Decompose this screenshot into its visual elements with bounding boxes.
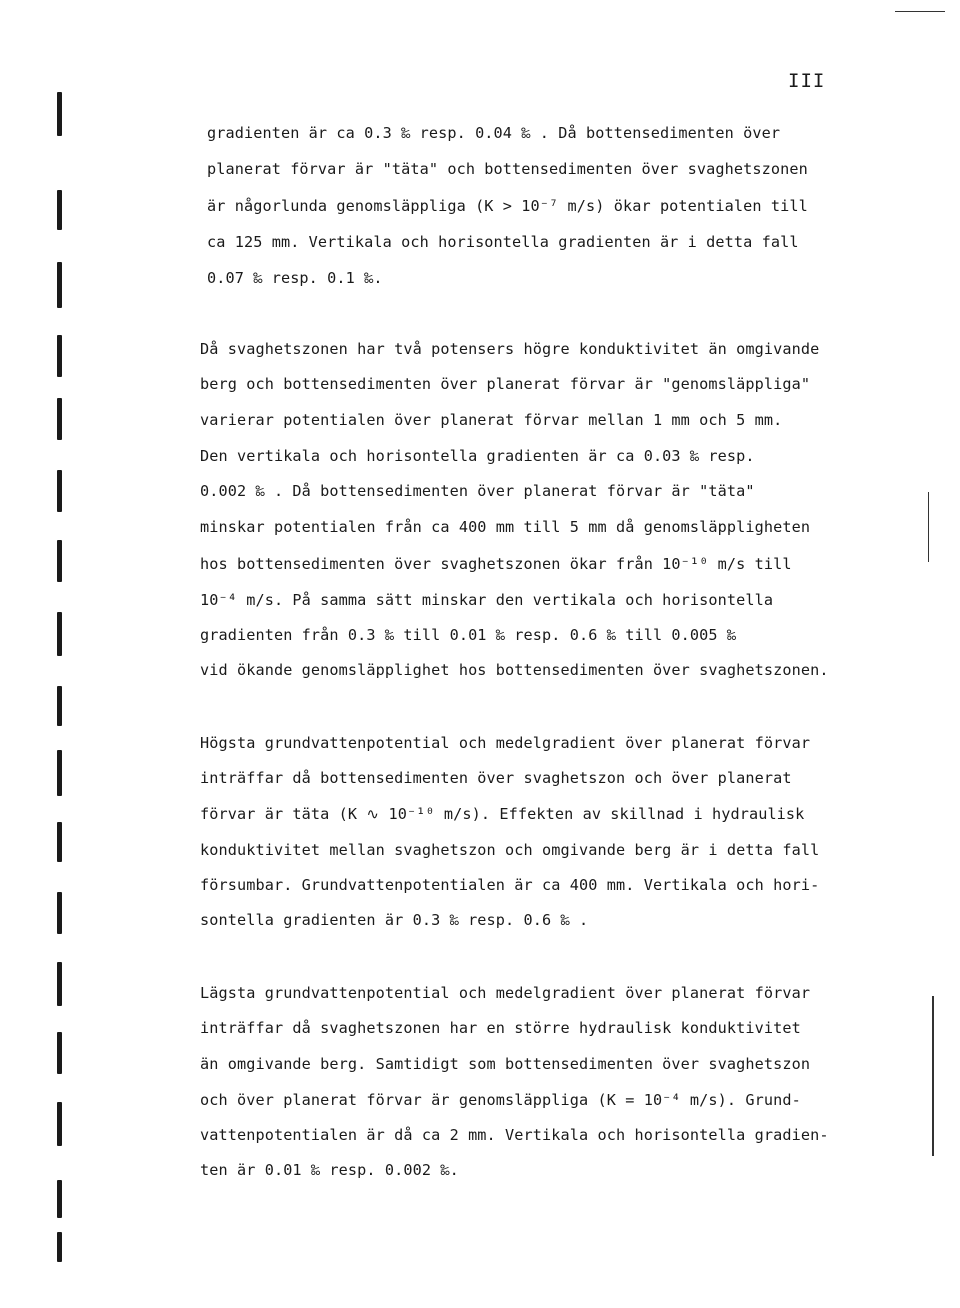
binding-mark [57, 190, 62, 230]
text-line: Då svaghetszonen har två potensers högre konduktivitet än omgivande [200, 340, 820, 358]
binding-mark [57, 262, 62, 308]
text-line: än omgivande berg. Samtidigt som bottensedimenten över svaghetszon [200, 1055, 811, 1073]
text-line: 10⁻⁴ m/s. På samma sätt minskar den vertikala och horisontella [200, 591, 774, 609]
binding-mark [57, 892, 62, 934]
text-line: konduktivitet mellan svaghetszon och omgivande berg är i detta fall [200, 841, 820, 859]
binding-mark [57, 470, 62, 512]
text-line: ca 125 mm. Vertikala och horisontella gradienten är i detta fall [207, 233, 799, 251]
binding-mark [57, 750, 62, 796]
margin-rule [928, 492, 929, 562]
binding-mark [57, 1180, 62, 1218]
text-line: planerat förvar är "täta" och bottensedimenten över svaghetszonen [207, 160, 808, 178]
binding-mark [57, 962, 62, 1006]
text-line: Högsta grundvattenpotential och medelgradient över planerat förvar [200, 734, 811, 752]
binding-mark [57, 612, 62, 656]
binding-mark [57, 92, 62, 136]
text-line: hos bottensedimenten över svaghetszonen ökar från 10⁻¹⁰ m/s till [200, 555, 792, 573]
text-line: inträffar då bottensedimenten över svaghetszon och över planerat [200, 769, 792, 787]
text-line: 0.002 ‰ . Då bottensedimenten över planerat förvar är "täta" [200, 482, 755, 500]
binding-mark [57, 540, 62, 582]
text-line: är någorlunda genomsläppliga (K > 10⁻⁷ m/s) ökar potentialen till [207, 197, 808, 215]
text-line: vattenpotentialen är då ca 2 mm. Vertikala och horisontella gradien- [200, 1126, 829, 1144]
page-number: III [788, 70, 826, 92]
binding-mark [57, 686, 62, 726]
text-line: berg och bottensedimenten över planerat förvar är "genomsläppliga" [200, 375, 811, 393]
margin-rule [895, 11, 945, 12]
text-line: minskar potentialen från ca 400 mm till 5 mm då genomsläppligheten [200, 518, 811, 536]
binding-mark [57, 398, 62, 440]
text-line: vid ökande genomsläpplighet hos bottensedimenten över svaghetszonen. [200, 661, 829, 679]
binding-mark [57, 1232, 62, 1262]
text-line: inträffar då svaghetszonen har en större hydraulisk konduktivitet [200, 1019, 801, 1037]
text-line: gradienten från 0.3 ‰ till 0.01 ‰ resp. 0.6 ‰ till 0.005 ‰ [200, 626, 737, 644]
text-line: försumbar. Grundvattenpotentialen är ca 400 mm. Vertikala och hori- [200, 876, 820, 894]
text-line: förvar är täta (K ∿ 10⁻¹⁰ m/s). Effekten av skillnad i hydraulisk [200, 805, 805, 823]
text-line: Lägsta grundvattenpotential och medelgradient över planerat förvar [200, 984, 811, 1002]
margin-rule [932, 996, 934, 1156]
text-line: 0.07 ‰ resp. 0.1 ‰. [207, 269, 383, 287]
binding-mark [57, 335, 62, 377]
text-line: varierar potentialen över planerat förvar mellan 1 mm och 5 mm. [200, 411, 783, 429]
binding-mark [57, 822, 62, 862]
binding-mark [57, 1102, 62, 1146]
text-line: och över planerat förvar är genomsläppliga (K = 10⁻⁴ m/s). Grund- [200, 1091, 801, 1109]
binding-mark [57, 1032, 62, 1074]
text-line: gradienten är ca 0.3 ‰ resp. 0.04 ‰ . Då bottensedimenten över [207, 124, 781, 142]
text-line: Den vertikala och horisontella gradienten är ca 0.03 ‰ resp. [200, 447, 755, 465]
text-line: ten är 0.01 ‰ resp. 0.002 ‰. [200, 1161, 459, 1179]
text-line: sontella gradienten är 0.3 ‰ resp. 0.6 ‰ . [200, 911, 589, 929]
